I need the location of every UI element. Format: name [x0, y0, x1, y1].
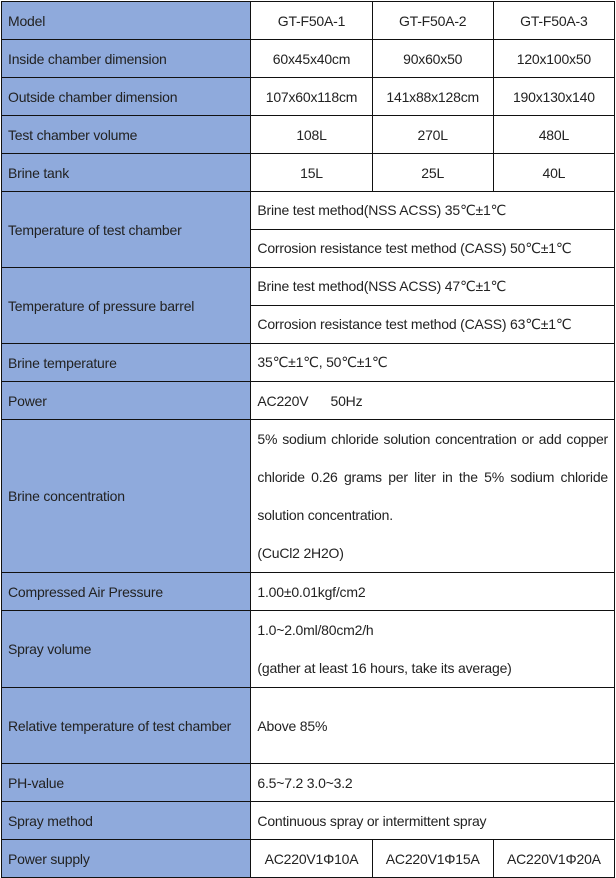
row-label: Power [2, 382, 251, 420]
value-cell: Continuous spray or intermittent spray [251, 802, 615, 840]
table-row-brine-temp [2, 344, 615, 382]
table-row-air-pressure [2, 573, 615, 611]
table-row-relative-temp [2, 688, 615, 764]
value-cell: 480L [493, 116, 614, 154]
table-row-power [2, 382, 615, 420]
value-cell: 6.5~7.2 3.0~3.2 [251, 764, 615, 802]
value-cell: Corrosion resistance test method (CASS) 63℃±1℃ [251, 306, 615, 344]
row-label: Relative temperature of test chamber [2, 688, 251, 764]
value-cell: AC220V 50Hz [251, 382, 615, 420]
table-row-outside-dimension [2, 78, 615, 116]
model-cell: GT-F50A-3 [493, 2, 614, 40]
table-row-spray-volume [2, 611, 615, 688]
value-cell: 1.00±0.01kgf/cm2 [251, 573, 615, 611]
table-row-temp-chamber [2, 192, 615, 230]
value-cell: 107x60x118cm [251, 78, 372, 116]
value-cell: 40L [493, 154, 614, 192]
value-cell: 120x100x50 [493, 40, 614, 78]
value-cell: 108L [251, 116, 372, 154]
value-cell: Brine test method(NSS ACSS) 35℃±1℃ [251, 192, 615, 230]
value-cell: 190x130x140 [493, 78, 614, 116]
row-label: PH-value [2, 764, 251, 802]
value-cell: 35℃±1℃, 50℃±1℃ [251, 344, 615, 382]
value-cell [251, 611, 615, 688]
row-label: Brine tank [2, 154, 251, 192]
value-cell: 270L [372, 116, 493, 154]
spray-volume-line: 1.0~2.0ml/80cm2/h [257, 622, 374, 638]
row-label: Inside chamber dimension [2, 40, 251, 78]
table-row-brine-concentration [2, 420, 615, 573]
value-cell: Above 85% [251, 688, 615, 764]
table-row-power-supply [2, 840, 615, 878]
row-label: Spray method [2, 802, 251, 840]
value-cell: AC220V1Φ15A [372, 840, 493, 878]
row-label: Power supply [2, 840, 251, 878]
value-cell: AC220V1Φ10A [251, 840, 372, 878]
table-row-temp-barrel [2, 268, 615, 306]
table-row-inside-dimension [2, 40, 615, 78]
brine-concentration-formula: (CuCl2 2H2O) [257, 545, 344, 561]
value-cell: AC220V1Φ20A [493, 840, 614, 878]
model-cell: GT-F50A-2 [372, 2, 493, 40]
table-row-volume [2, 116, 615, 154]
table-row-brine-tank [2, 154, 615, 192]
value-cell: 90x60x50 [372, 40, 493, 78]
row-label: Compressed Air Pressure [2, 573, 251, 611]
row-label: Brine concentration [2, 420, 251, 573]
brine-concentration-text: 5% sodium chloride solution concentration or add copper chloride 0.26 grams per liter in the 5% sodium chloride solution concentration. [257, 431, 608, 523]
spray-volume-line: (gather at least 16 hours, take its average) [257, 660, 512, 676]
model-cell: GT-F50A-1 [251, 2, 372, 40]
row-label: Test chamber volume [2, 116, 251, 154]
value-cell: Brine test method(NSS ACSS) 47℃±1℃ [251, 268, 615, 306]
value-cell [251, 420, 615, 573]
row-label: Model [2, 2, 251, 40]
row-label: Outside chamber dimension [2, 78, 251, 116]
row-label: Brine temperature [2, 344, 251, 382]
table-row-ph [2, 764, 615, 802]
row-label: Spray volume [2, 611, 251, 688]
row-label: Temperature of pressure barrel [2, 268, 251, 344]
row-label: Temperature of test chamber [2, 192, 251, 268]
spec-table [1, 1, 615, 878]
value-cell: Corrosion resistance test method (CASS) 50℃±1℃ [251, 230, 615, 268]
table-row-spray-method [2, 802, 615, 840]
value-cell: 15L [251, 154, 372, 192]
value-cell: 25L [372, 154, 493, 192]
table-row-model [2, 2, 615, 40]
value-cell: 60x45x40cm [251, 40, 372, 78]
value-cell: 141x88x128cm [372, 78, 493, 116]
